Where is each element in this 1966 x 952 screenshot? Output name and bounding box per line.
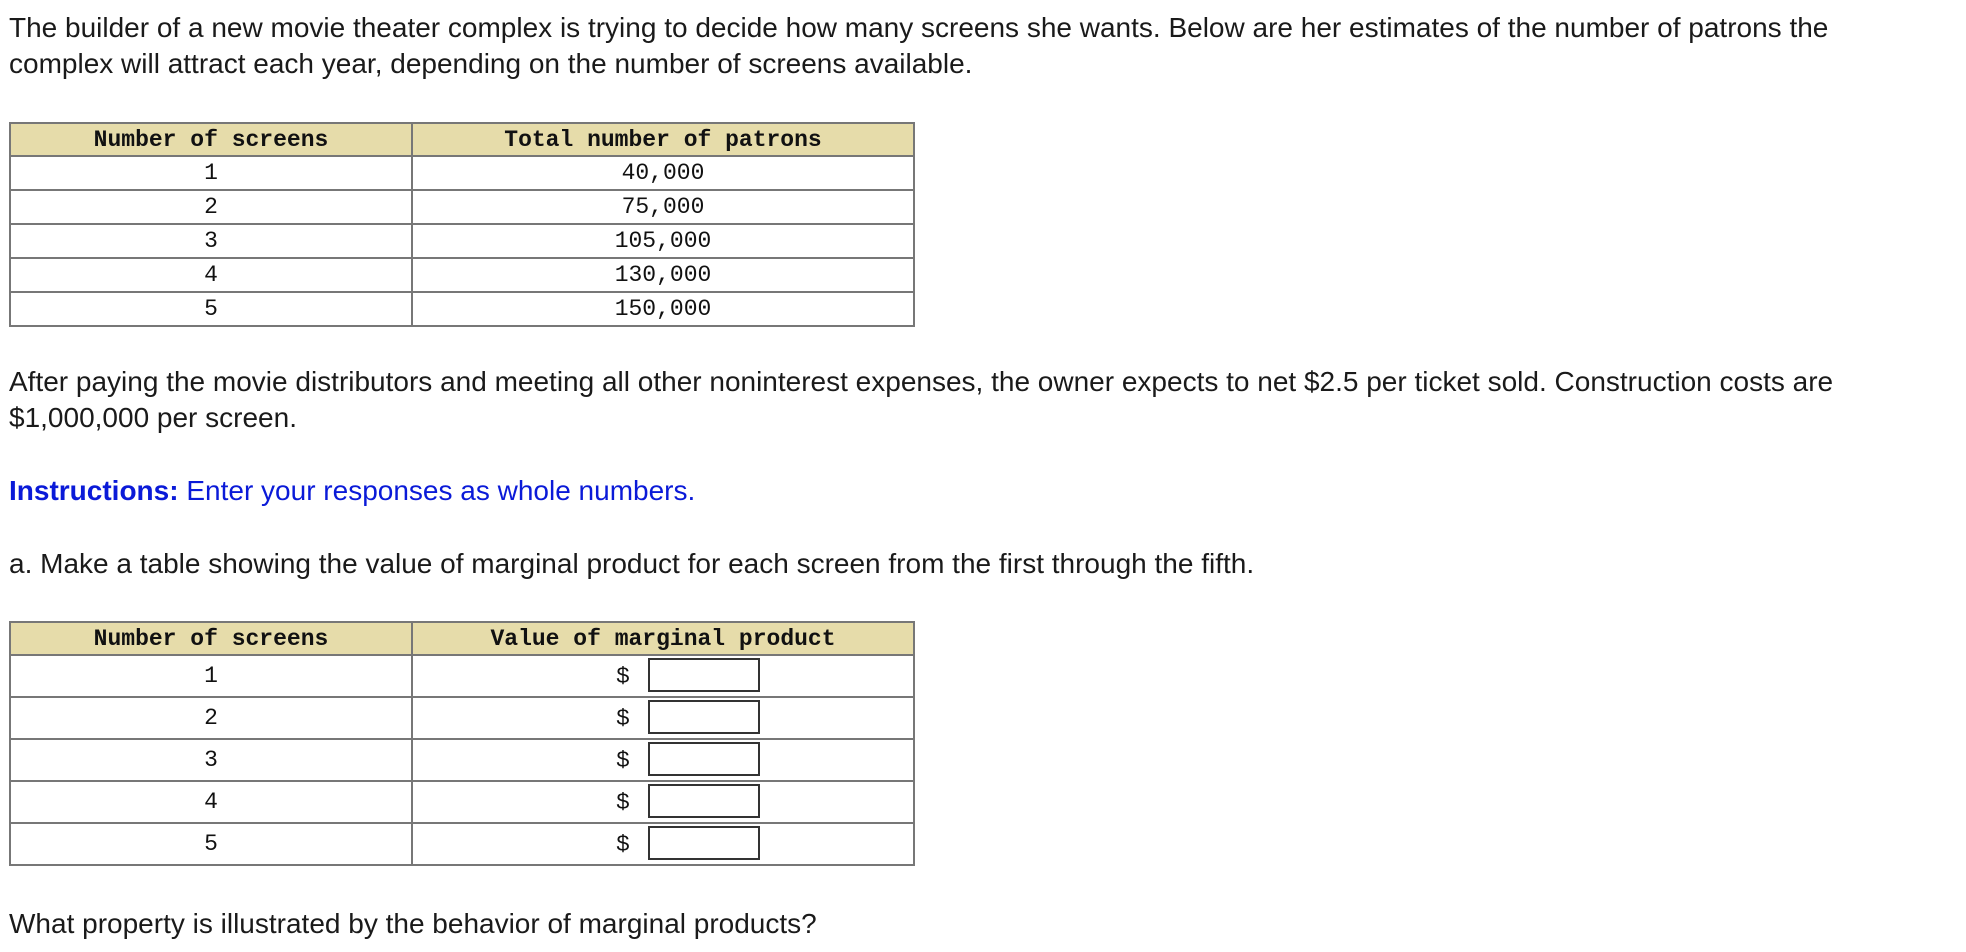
vmp-cell — [412, 823, 914, 865]
screens-cell: 2 — [10, 190, 412, 224]
patrons-cell: 105,000 — [412, 224, 914, 258]
table-row — [10, 655, 914, 697]
vmp-table — [9, 621, 915, 866]
screens-cell: 3 — [10, 739, 412, 781]
screens-cell: 4 — [10, 781, 412, 823]
patrons-cell: 75,000 — [412, 190, 914, 224]
question-a-text: a. Make a table showing the value of marginal product for each screen from the first through the fifth. — [9, 548, 1255, 579]
vmp-input-screen-4[interactable] — [648, 784, 760, 818]
screens-cell: 5 — [10, 292, 412, 326]
instructions-label: Instructions: — [9, 475, 179, 506]
dollar-sign: $ — [616, 706, 630, 732]
table-row — [10, 697, 914, 739]
patrons-table-header-row — [10, 123, 914, 156]
screens-cell: 3 — [10, 224, 412, 258]
screens-cell: 1 — [10, 655, 412, 697]
header-number-of-screens: Number of screens — [10, 622, 412, 655]
patrons-cell: 150,000 — [412, 292, 914, 326]
question-property-text: What property is illustrated by the behavior of marginal products? — [9, 908, 817, 939]
intro-paragraph: The builder of a new movie theater complex is trying to decide how many screens she wants. Below are her estimates of the number of patrons the complex will attract each year, depending on the number of screens available. — [9, 12, 1829, 79]
dollar-sign: $ — [616, 748, 630, 774]
vmp-cell — [412, 655, 914, 697]
table-row — [10, 292, 914, 326]
vmp-input-screen-1[interactable] — [648, 658, 760, 692]
vmp-input-screen-5[interactable] — [648, 826, 760, 860]
dollar-sign: $ — [616, 664, 630, 690]
table-row — [10, 823, 914, 865]
header-total-patrons: Total number of patrons — [412, 123, 914, 156]
patrons-table — [9, 122, 915, 327]
table-row — [10, 258, 914, 292]
vmp-cell — [412, 697, 914, 739]
dollar-sign: $ — [616, 832, 630, 858]
cost-paragraph: After paying the movie distributors and meeting all other noninterest expenses, the owner expects to net $2.5 per ticket sold. Construction costs are $1,000,000 per screen. — [9, 366, 1834, 433]
header-number-of-screens: Number of screens — [10, 123, 412, 156]
patrons-cell: 40,000 — [412, 156, 914, 190]
table-row — [10, 156, 914, 190]
vmp-table-header-row — [10, 622, 914, 655]
dollar-sign: $ — [616, 790, 630, 816]
instructions — [9, 473, 695, 509]
table-row — [10, 781, 914, 823]
screens-cell: 5 — [10, 823, 412, 865]
vmp-cell — [412, 739, 914, 781]
header-value-of-marginal-product: Value of marginal product — [412, 622, 914, 655]
screens-cell: 4 — [10, 258, 412, 292]
instructions-text: Enter your responses as whole numbers. — [178, 475, 696, 506]
table-row — [10, 224, 914, 258]
patrons-cell: 130,000 — [412, 258, 914, 292]
table-row — [10, 739, 914, 781]
vmp-cell — [412, 781, 914, 823]
table-row — [10, 190, 914, 224]
screens-cell: 2 — [10, 697, 412, 739]
screens-cell: 1 — [10, 156, 412, 190]
vmp-input-screen-3[interactable] — [648, 742, 760, 776]
vmp-input-screen-2[interactable] — [648, 700, 760, 734]
